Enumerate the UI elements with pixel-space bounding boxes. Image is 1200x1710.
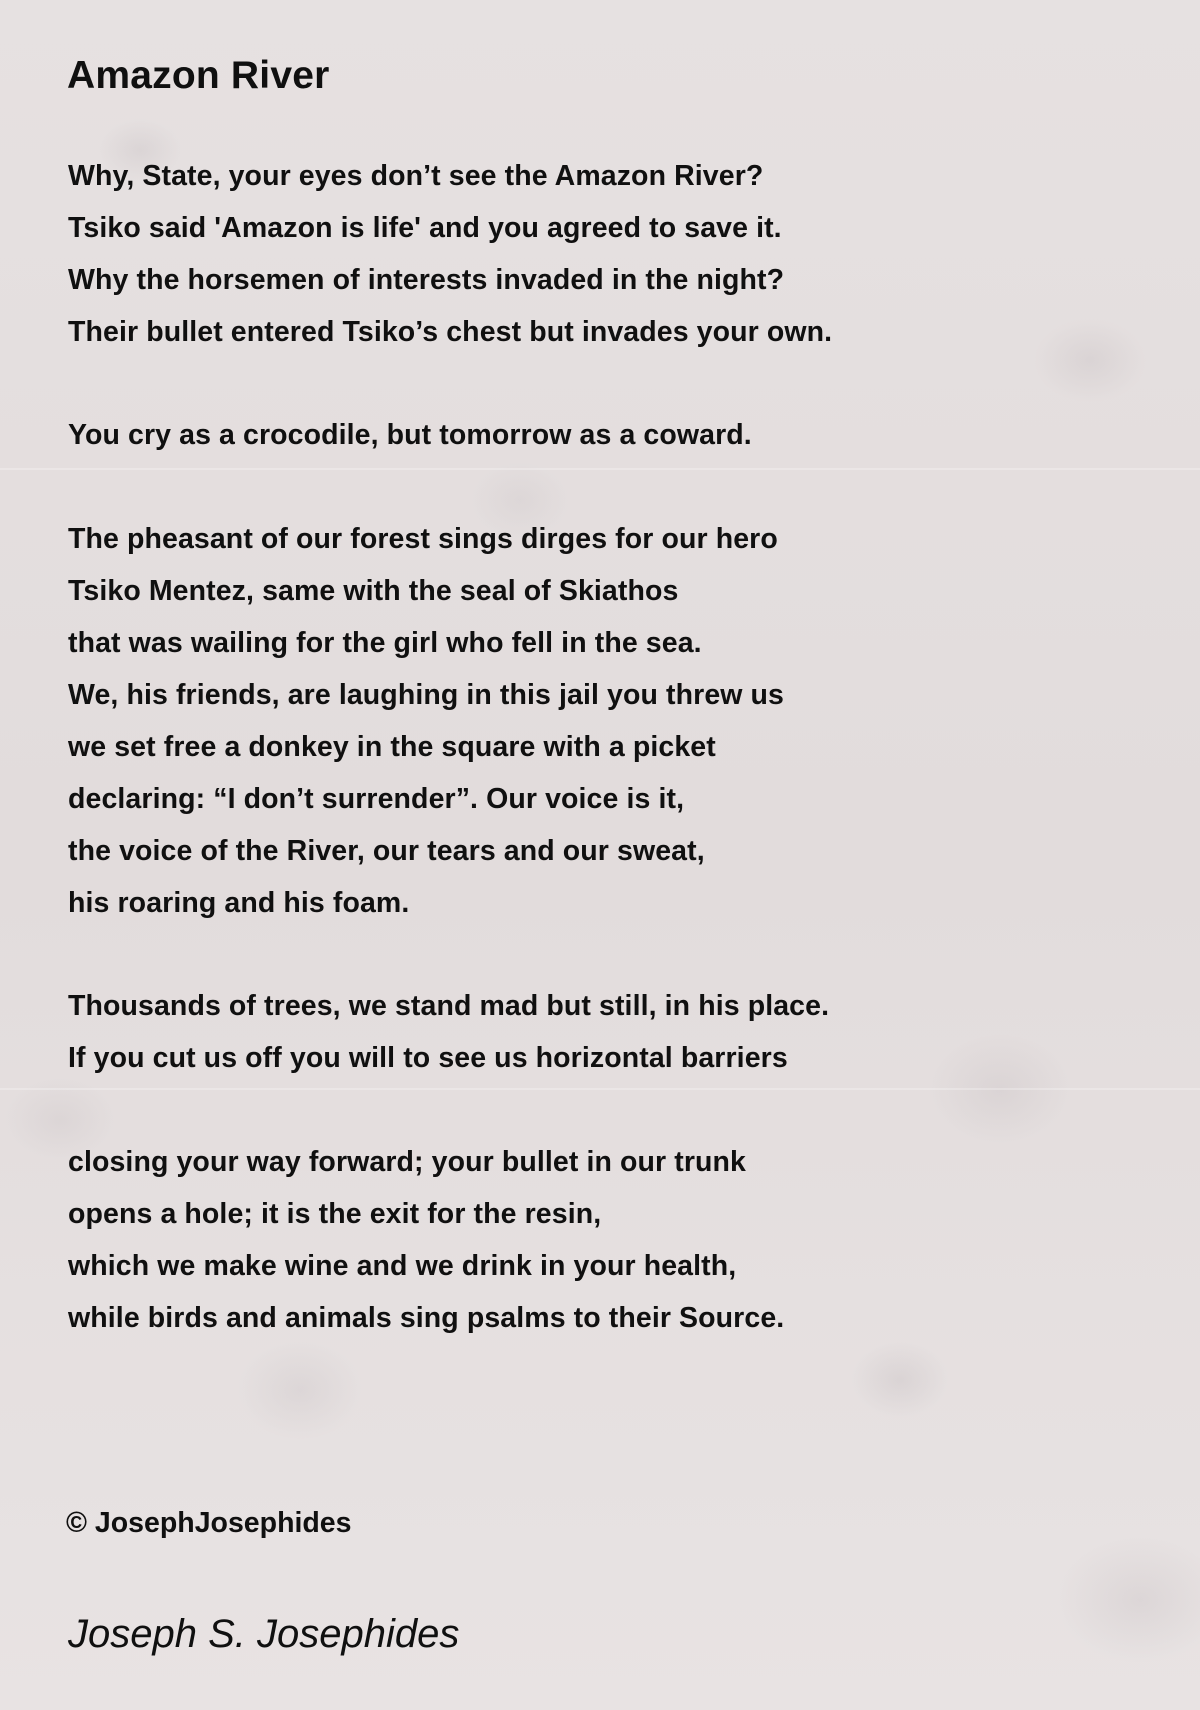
poem-line: his roaring and his foam. <box>68 887 410 919</box>
poem-line: We, his friends, are laughing in this jail you threw us <box>68 679 785 711</box>
poem-line: while birds and animals sing psalms to their Source. <box>68 1302 785 1334</box>
poem-line: You cry as a crocodile, but tomorrow as a coward. <box>68 419 752 451</box>
poem-title: Amazon River <box>67 54 330 97</box>
paper-texture-band <box>0 468 1200 470</box>
stanza-1 <box>68 150 832 358</box>
poem-line: Tsiko said 'Amazon is life' and you agreed to save it. <box>68 212 782 244</box>
stanza-5 <box>68 1136 784 1344</box>
poem-line: Thousands of trees, we stand mad but still, in his place. <box>68 990 830 1022</box>
stanza-4 <box>68 980 829 1084</box>
poem-line: Their bullet entered Tsiko’s chest but invades your own. <box>68 316 833 348</box>
author-name: Joseph S. Josephides <box>68 1612 460 1656</box>
poem-line: the voice of the River, our tears and our sweat, <box>68 835 705 867</box>
copyright-notice: © JosephJosephides <box>66 1507 352 1539</box>
stanza-2 <box>68 409 752 461</box>
stanza-3 <box>68 513 784 929</box>
poem-line: closing your way forward; your bullet in our trunk <box>68 1146 746 1178</box>
poem-line: Why, State, your eyes don’t see the Amazon River? <box>68 160 764 192</box>
poem-line: declaring: “I don’t surrender”. Our voice is it, <box>68 783 685 815</box>
poem-line: The pheasant of our forest sings dirges for our hero <box>68 523 778 555</box>
poem-line: opens a hole; it is the exit for the resin, <box>68 1198 602 1230</box>
poem-line: If you cut us off you will to see us horizontal barriers <box>68 1042 788 1074</box>
poem-line: Tsiko Mentez, same with the seal of Skiathos <box>68 575 679 607</box>
poem-line: Why the horsemen of interests invaded in the night? <box>68 264 785 296</box>
poem-line: we set free a donkey in the square with a picket <box>68 731 716 763</box>
paper-texture-band <box>0 1088 1200 1090</box>
poem-line: which we make wine and we drink in your health, <box>68 1250 737 1282</box>
poem-line: that was wailing for the girl who fell in the sea. <box>68 627 702 659</box>
